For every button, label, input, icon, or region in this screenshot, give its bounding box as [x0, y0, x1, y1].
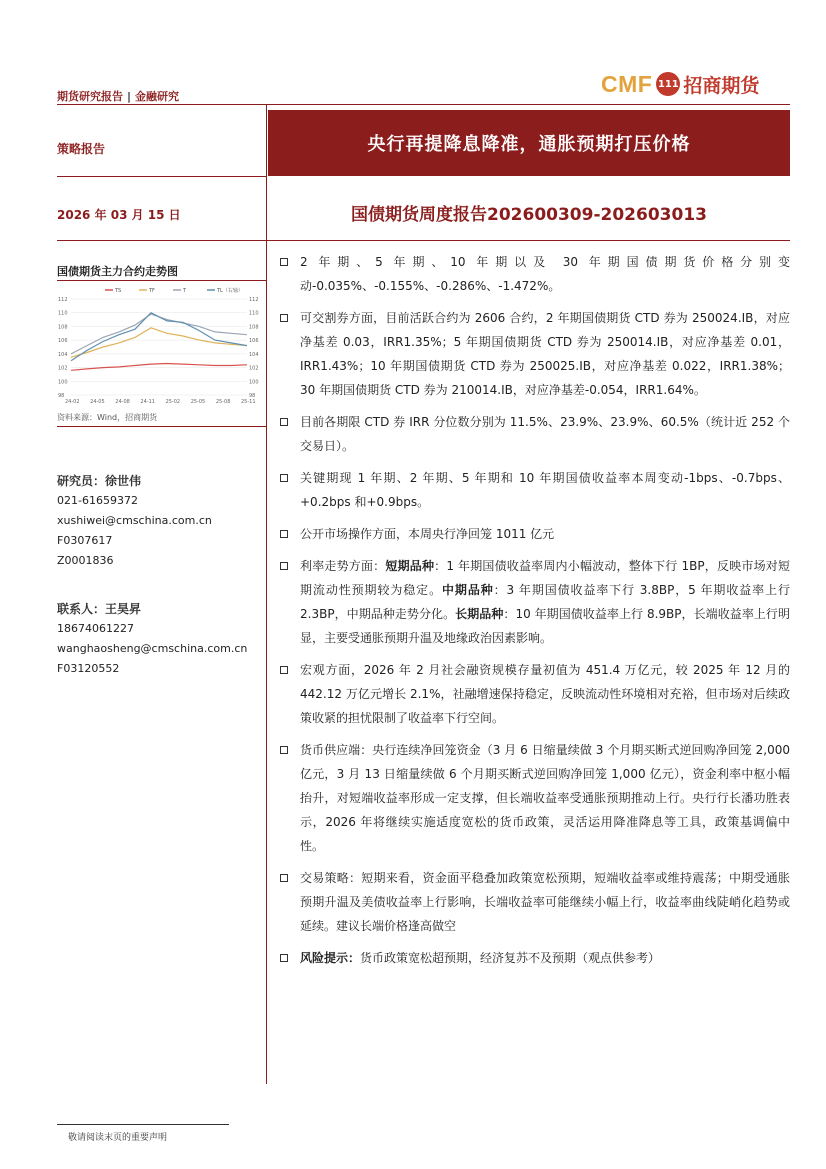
x-tick-label: 24-02: [65, 399, 80, 405]
y2-tick-label: 110: [249, 310, 259, 317]
header-labels: [57, 88, 179, 104]
report-subtitle: 国债期货周度报告202600309-202603013: [351, 205, 707, 225]
researcher-email[interactable]: xushiwei@cmschina.com.cn: [57, 514, 212, 527]
contact-license: F03120552: [57, 662, 120, 675]
y-tick-label: 108: [58, 324, 68, 331]
y-tick-label: 110: [58, 310, 68, 317]
x-tick-label: 25-05: [190, 399, 206, 405]
y-tick-label: 98: [58, 393, 65, 399]
bullet-box-icon: [280, 954, 288, 962]
x-tick-label: 24-05: [90, 399, 105, 405]
bullet-box-icon: [280, 418, 288, 426]
summary-bullets: [278, 250, 790, 978]
source-divider: [57, 426, 266, 427]
category-divider: [57, 176, 266, 177]
bullet-rate-trend: 利率走势方面：短期品种：1 年期国债收益率周内小幅波动，整体下行 1BP，反映市场对短期流动性预期较为稳定。中期品种：3 年期国债收益率下行 3.8BP，5 年期收益率上行 2.3BP，中期品种走势分化。长期品种：10 年期国债收益率上行 8.9BP，长端收益率上行明显，主要受通胀预期升温及地缘政治因素影响。: [278, 554, 790, 650]
bullet-macro: 宏观方面，2026 年 2 月社会融资规模存量初值为 451.4 万亿元，较 2025 年 12 月的 442.12 万亿元增长 2.1%，社融增速保持稳定，反映流动性环境相对充裕，但市场对后续政策收紧的担忧限制了收益率下行空间。: [278, 658, 790, 730]
legend-label: TL（右轴）: [217, 288, 243, 294]
y2-tick-label: 98: [249, 393, 256, 399]
y2-tick-label: 100: [249, 379, 259, 386]
report-title-banner: [268, 110, 790, 176]
header-divider: [57, 104, 790, 105]
y-tick-label: 104: [58, 351, 68, 358]
x-tick-label: 25-02: [165, 399, 181, 405]
y2-tick-label: 104: [249, 351, 259, 358]
sidebar-divider: [266, 104, 267, 1084]
footer-divider: [57, 1124, 229, 1125]
chart-title-divider: [57, 280, 266, 281]
bullet-deliverable: 可交割券方面，目前活跃合约为 2606 合约，2 年期国债期货 CTD 券为 250024.IB，对应净基差 0.03，IRR1.35%；5 年期国债期货 CTD 券为 250014.IB，对应净基差 0.01，IRR1.43%；10 年期国债期货 CTD 券为 250025.IB，对应净基差 0.022，IRR1.38%；30 年期国债期货 CTD 券为 210014.IB，对应净基差-0.054，IRR1.64%。: [278, 306, 790, 402]
logo-company-name: 招商期货: [683, 74, 760, 97]
y2-tick-label: 108: [249, 324, 259, 331]
researcher-license-2: Z0001836: [57, 554, 114, 567]
series-line-tl: [71, 313, 247, 361]
x-tick-label: 25-08: [215, 399, 231, 405]
x-tick-label: 24-08: [115, 399, 130, 405]
bullet-irr-quantile: 目前各期限 CTD 券 IRR 分位数分别为 11.5%、23.9%、23.9%、60.5%（统计近 252 个交易日）。: [278, 410, 790, 458]
bullet-price-change: 2 年期、5 年期、10 年期以及 30 年期国债期货价格分别变动-0.035%、-0.155%、-0.286%、-1.472%。: [278, 250, 790, 298]
researcher-phone: 021-61659372: [57, 494, 138, 507]
header-research-type: 金融研究: [135, 90, 180, 103]
researcher-license-1: F0307617: [57, 534, 113, 547]
series-line-ts: [71, 364, 247, 371]
subtitle-divider: [57, 240, 790, 241]
chart-svg: [57, 283, 262, 408]
x-tick-label: 25-11: [241, 399, 256, 405]
y2-tick-label: 112: [249, 297, 259, 303]
company-logo: [601, 68, 759, 100]
legend-label: TF: [149, 288, 155, 294]
bullet-box-icon: [280, 562, 288, 570]
series-line-t: [71, 314, 247, 354]
legend-label: TS: [115, 288, 122, 294]
x-tick-label: 24-11: [140, 399, 155, 405]
bullet-money-supply: 货币供应端：央行连续净回笼资金（3 月 6 日缩量续做 3 个月期买断式逆回购净回笼 2,000 亿元，3 月 13 日缩量续做 6 个月期买断式逆回购净回笼 1,000 亿元），资金利率中枢小幅抬升，对短端收益率形成一定支撑，但长端收益率受通胀预期推动上行。央行行长潘功胜表示，2026 年将继续实施适度宽松的货币政策，灵活运用降准降息等工具，政策基调偏中性。: [278, 738, 790, 858]
y-tick-label: 106: [58, 338, 68, 345]
y2-tick-label: 102: [249, 365, 259, 372]
bullet-risk: 风险提示：货币政策宽松超预期，经济复苏不及预期（观点供参考）: [278, 946, 790, 970]
bullet-box-icon: [280, 474, 288, 482]
report-title: 央行再提降息降准，通胀预期打压价格: [367, 134, 691, 155]
contact-email[interactable]: wanghaosheng@cmschina.com.cn: [57, 642, 248, 655]
y-tick-label: 112: [58, 297, 68, 303]
bullet-box-icon: [280, 874, 288, 882]
bullet-box-icon: [280, 666, 288, 674]
logo-cmf-text: CMF: [601, 70, 653, 97]
researcher-name: 研究员：徐世伟: [57, 474, 142, 488]
header-separator: |: [127, 90, 132, 103]
chart-title: 国债期货主力合约走势图: [57, 265, 178, 278]
legend-label: T: [183, 288, 187, 294]
contact-phone: 18674061227: [57, 622, 134, 635]
logo-badge-icon: 111: [656, 72, 680, 96]
bullet-box-icon: [280, 746, 288, 754]
bullet-open-market: 公开市场操作方面，本周央行净回笼 1011 亿元: [278, 522, 790, 546]
bullet-box-icon: [280, 314, 288, 322]
futures-trend-chart: [57, 283, 262, 408]
y-tick-label: 102: [58, 365, 68, 372]
y-tick-label: 100: [58, 379, 68, 386]
bullet-yield-change: 关键期现 1 年期、2 年期、5 年期和 10 年期国债收益率本周变动-1bps、-0.7bps、+0.2bps 和+0.9bps。: [278, 466, 790, 514]
bullet-box-icon: [280, 530, 288, 538]
bullet-strategy: 交易策略：短期来看，资金面平稳叠加政策宽松预期，短端收益率或维持震荡；中期受通胀预期升温及美债收益率上行影响，长端收益率可能继续小幅上行，收益率曲线陡峭化趋势或延续。建议长端价格逢高做空: [278, 866, 790, 938]
report-date: 2026 年 03 月 15 日: [57, 208, 181, 222]
chart-source: 资料来源：Wind，招商期货: [57, 413, 158, 422]
footer-disclaimer: 敬请阅读末页的重要声明: [68, 1133, 168, 1143]
researcher-contact: [57, 471, 212, 571]
bullet-box-icon: [280, 258, 288, 266]
header-report-type: 期货研究报告: [57, 90, 123, 103]
contact-person: [57, 599, 247, 679]
report-category: 策略报告: [57, 142, 106, 156]
y2-tick-label: 106: [249, 338, 259, 345]
contact-name: 联系人：王昊昇: [57, 602, 142, 616]
